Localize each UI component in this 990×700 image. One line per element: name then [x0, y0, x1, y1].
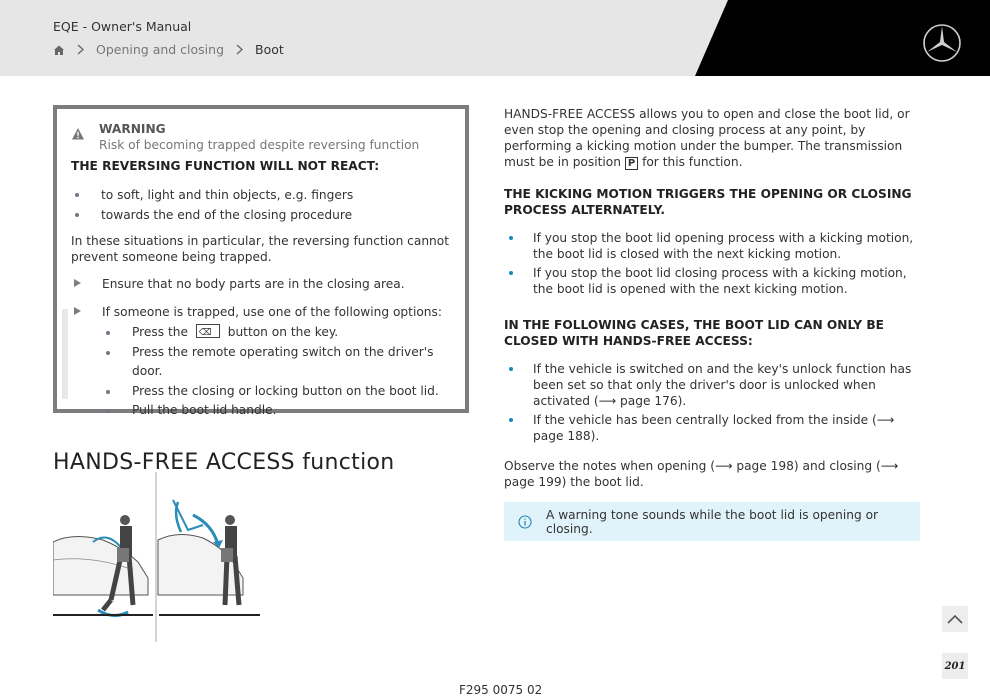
list-item: towards the end of the closing procedure: [71, 205, 353, 225]
scroll-to-top-button[interactable]: [942, 606, 968, 632]
step-ensure: Ensure that no body parts are in the closing area.: [71, 276, 456, 292]
list-item: Press the closing or locking button on the boot lid.: [102, 382, 456, 402]
chevron-right-icon: [236, 44, 243, 55]
cases-list: [504, 361, 920, 444]
figure-code: F295 0075 02: [459, 683, 543, 697]
list-item: Pull the boot lid handle.: [102, 401, 456, 421]
section-heading: HANDS-FREE ACCESS function: [53, 450, 395, 476]
warning-header: [71, 122, 419, 152]
step-trapped: If someone is trapped, use one of the following options: Press the ⌫ button on the key. Press the remote operating switch on the driver's door. Press the closing or locking button on the boot lid. Pull the boot lid handle.: [71, 304, 456, 421]
warning-triangle-icon: [71, 127, 85, 141]
home-icon[interactable]: [53, 44, 65, 56]
chevron-up-icon: [947, 614, 963, 624]
list-item: If the vehicle is switched on and the key's unlock function has been set so that only the driver's door is unlocked when activated (⟶ page 176).: [504, 361, 920, 409]
list-item: If you stop the boot lid opening process with a kicking motion, the boot lid is closed with the next kicking motion.: [504, 230, 920, 262]
breadcrumb: [53, 42, 284, 57]
kicking-list: [504, 230, 920, 297]
page-header: [0, 0, 990, 76]
key-close-button-icon: ⌫: [196, 324, 220, 338]
info-icon: [518, 515, 532, 529]
mercedes-star-logo[interactable]: [922, 23, 962, 63]
kicking-heading: THE KICKING MOTION TRIGGERS THE OPENING OR CLOSING PROCESS ALTERNATELY.: [504, 187, 912, 217]
info-notice: [504, 502, 920, 541]
chevron-right-icon: [77, 44, 84, 55]
notice-text: A warning tone sounds while the boot lid is opening or closing.: [546, 507, 879, 536]
step-arrow-icon: [74, 307, 81, 315]
list-item: If the vehicle has been centrally locked from the inside (⟶ page 188).: [504, 412, 920, 444]
gear-p-icon: P: [625, 157, 638, 170]
options-list: [102, 323, 456, 421]
hands-free-illustration: [53, 470, 263, 645]
step-arrow-icon: [74, 279, 81, 287]
intro-paragraph: HANDS-FREE ACCESS allows you to open and close the boot lid, or even stop the opening and closing process at any point, by performing a kicking motion under the bumper. The transmission must be in position P for this function.: [504, 107, 910, 169]
warning-steps: [71, 276, 456, 421]
list-item: Press the ⌫ button on the key.: [102, 323, 456, 343]
warning-paragraph: In these situations in particular, the reversing function cannot prevent someone being trapped.: [71, 234, 450, 264]
breadcrumb-current: Boot: [255, 42, 284, 57]
page-number-badge[interactable]: 201: [942, 653, 968, 679]
list-item: If you stop the boot lid closing process with a kicking motion, the boot lid is opened with the next kicking motion.: [504, 265, 920, 297]
warning-bullet-list: [71, 185, 353, 225]
manual-title: EQE - Owner's Manual: [53, 19, 192, 34]
warning-box: [53, 105, 469, 418]
right-column: [504, 106, 920, 541]
list-item: Press the remote operating switch on the driver's door.: [102, 343, 456, 382]
cases-heading: IN THE FOLLOWING CASES, THE BOOT LID CAN ONLY BE CLOSED WITH HANDS-FREE ACCESS:: [504, 318, 884, 348]
list-item: to soft, light and thin objects, e.g. fingers: [71, 185, 353, 205]
step-indicator-bar: [62, 309, 68, 399]
observe-paragraph: Observe the notes when opening (⟶ page 198) and closing (⟶ page 199) the boot lid.: [504, 459, 899, 489]
warning-label: WARNING: [99, 122, 166, 136]
warning-subtitle: Risk of becoming trapped despite reversing function: [99, 138, 420, 152]
breadcrumb-opening-closing[interactable]: Opening and closing: [96, 42, 225, 57]
warning-bold-heading: THE REVERSING FUNCTION WILL NOT REACT:: [71, 159, 380, 173]
